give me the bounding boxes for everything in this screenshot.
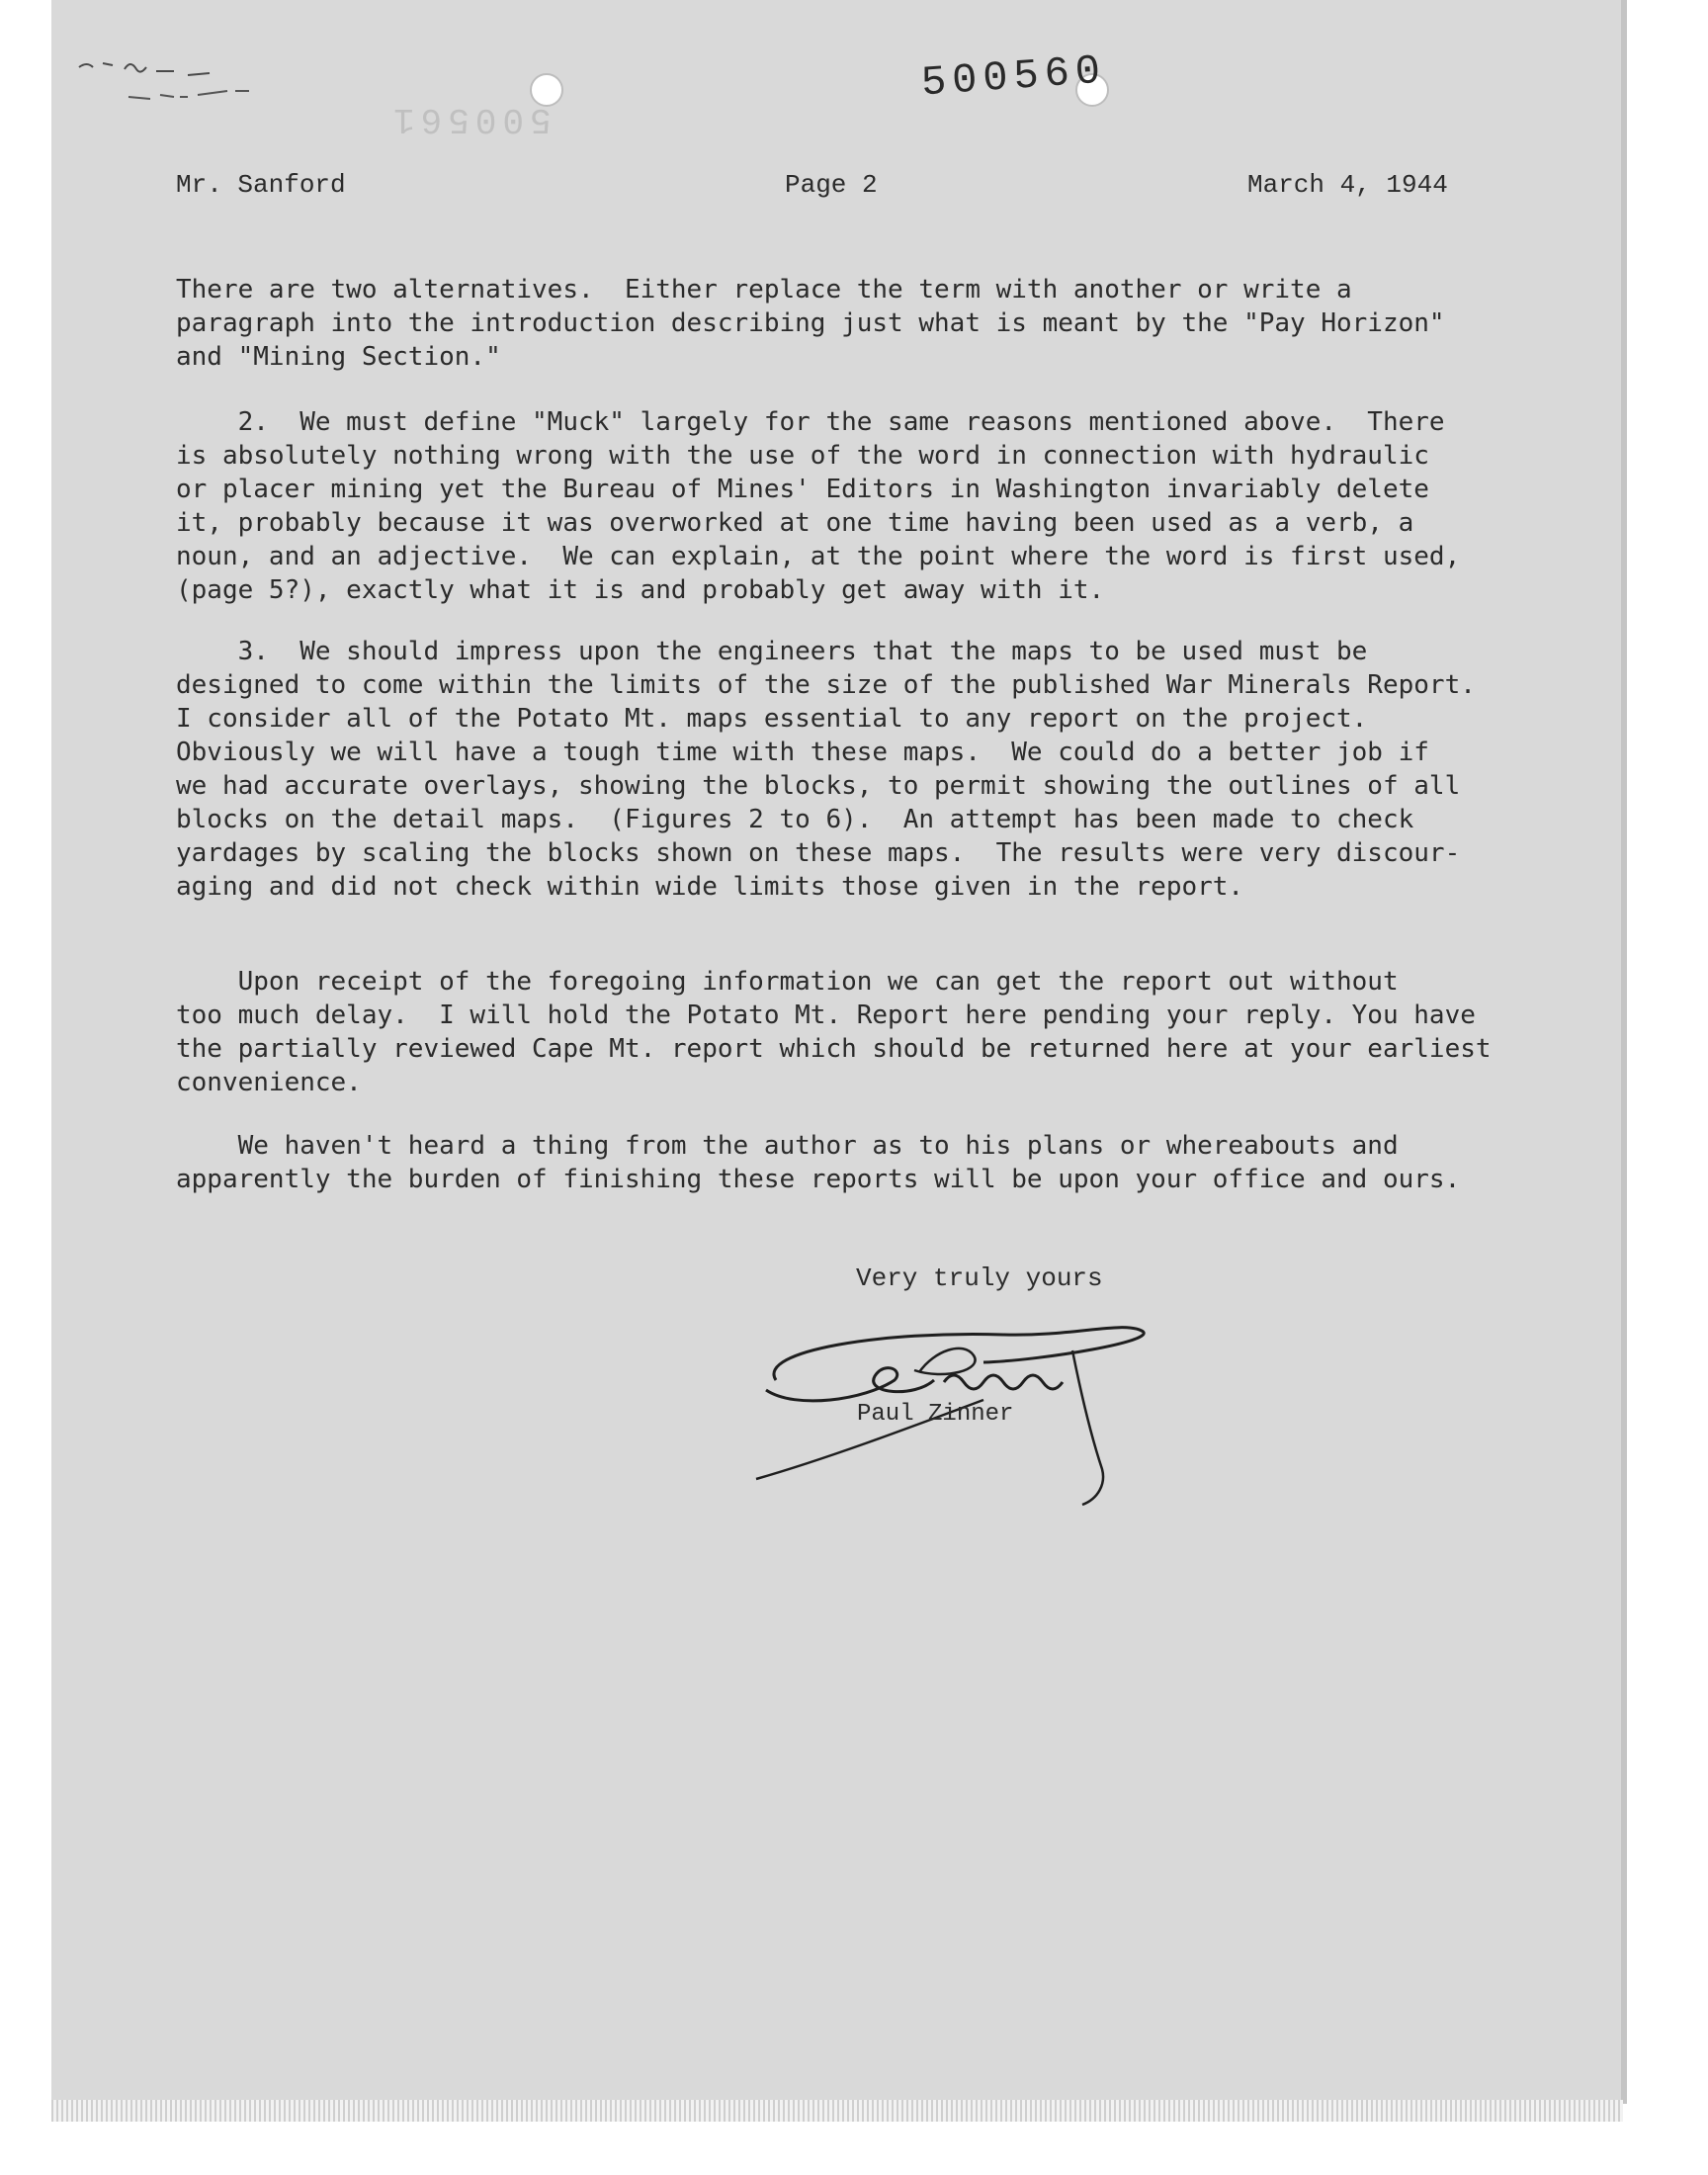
paragraph-line: Obviously we will have a tough time with these maps. We could do a better job if xyxy=(176,738,1429,767)
header-recipient: Mr. Sanford xyxy=(176,170,346,200)
paragraph-line: is absolutely nothing wrong with the use of the word in connection with hydraulic xyxy=(176,441,1429,471)
paragraph-line: noun, and an adjective. We can explain, at the point where the word is first used, xyxy=(176,542,1461,571)
paragraph-line: We haven't heard a thing from the author as to his plans or whereabouts and xyxy=(176,1131,1399,1161)
paragraph-line: yardages by scaling the blocks shown on these maps. The results were very discour- xyxy=(176,838,1461,868)
paragraph-author xyxy=(176,1129,1460,1196)
paragraph-line: paragraph into the introduction describing just what is meant by the "Pay Horizon" xyxy=(176,308,1445,338)
paragraph-line: 2. We must define "Muck" largely for the same reasons mentioned above. There xyxy=(176,407,1445,437)
header-page: Page 2 xyxy=(785,170,878,200)
signatory-name: Paul Zinner xyxy=(857,1401,1014,1428)
closing: Very truly yours xyxy=(856,1263,1103,1293)
stamp-number: 500560 xyxy=(919,46,1108,108)
paragraph-line: apparently the burden of finishing these reports will be upon your office and ours. xyxy=(176,1165,1461,1194)
paragraph-line: (page 5?), exactly what it is and probably get away with it. xyxy=(176,575,1105,605)
handwritten-marks xyxy=(69,40,306,109)
paragraph-maps xyxy=(176,635,1476,904)
paragraph-line: too much delay. I will hold the Potato Mt. Report here pending your reply. You have xyxy=(176,1000,1476,1030)
paragraph-muck xyxy=(176,405,1460,607)
paragraph-line: or placer mining yet the Bureau of Mines' Editors in Washington invariably delete xyxy=(176,475,1429,504)
paragraph-line: convenience. xyxy=(176,1068,362,1097)
paragraph-line: There are two alternatives. Either replace the term with another or write a xyxy=(176,275,1352,304)
paragraph-alternatives xyxy=(176,273,1445,374)
stamp-number-bleedthrough: 500561 xyxy=(387,99,552,139)
header-date: March 4, 1944 xyxy=(1247,170,1448,200)
paragraph-line: we had accurate overlays, showing the blocks, to permit showing the outlines of all xyxy=(176,771,1461,801)
paragraph-line: the partially reviewed Cape Mt. report which should be returned here at your earliest xyxy=(176,1034,1492,1064)
paragraph-line: designed to come within the limits of the size of the published War Minerals Report. xyxy=(176,670,1476,700)
paragraph-line: aging and did not check within wide limits those given in the report. xyxy=(176,872,1244,902)
scan-edge-strip xyxy=(51,2100,1623,2122)
paragraph-line: it, probably because it was overworked at one time having been used as a verb, a xyxy=(176,508,1414,538)
paragraph-line: blocks on the detail maps. (Figures 2 to 6). An attempt has been made to check xyxy=(176,805,1414,834)
paragraph-line: I consider all of the Potato Mt. maps essential to any report on the project. xyxy=(176,704,1368,734)
signature xyxy=(746,1311,1191,1528)
paragraph-line: Upon receipt of the foregoing information we can get the report out without xyxy=(176,967,1399,997)
paragraph-receipt xyxy=(176,965,1492,1099)
paragraph-line: and "Mining Section." xyxy=(176,342,501,372)
paragraph-line: 3. We should impress upon the engineers that the maps to be used must be xyxy=(176,637,1368,666)
